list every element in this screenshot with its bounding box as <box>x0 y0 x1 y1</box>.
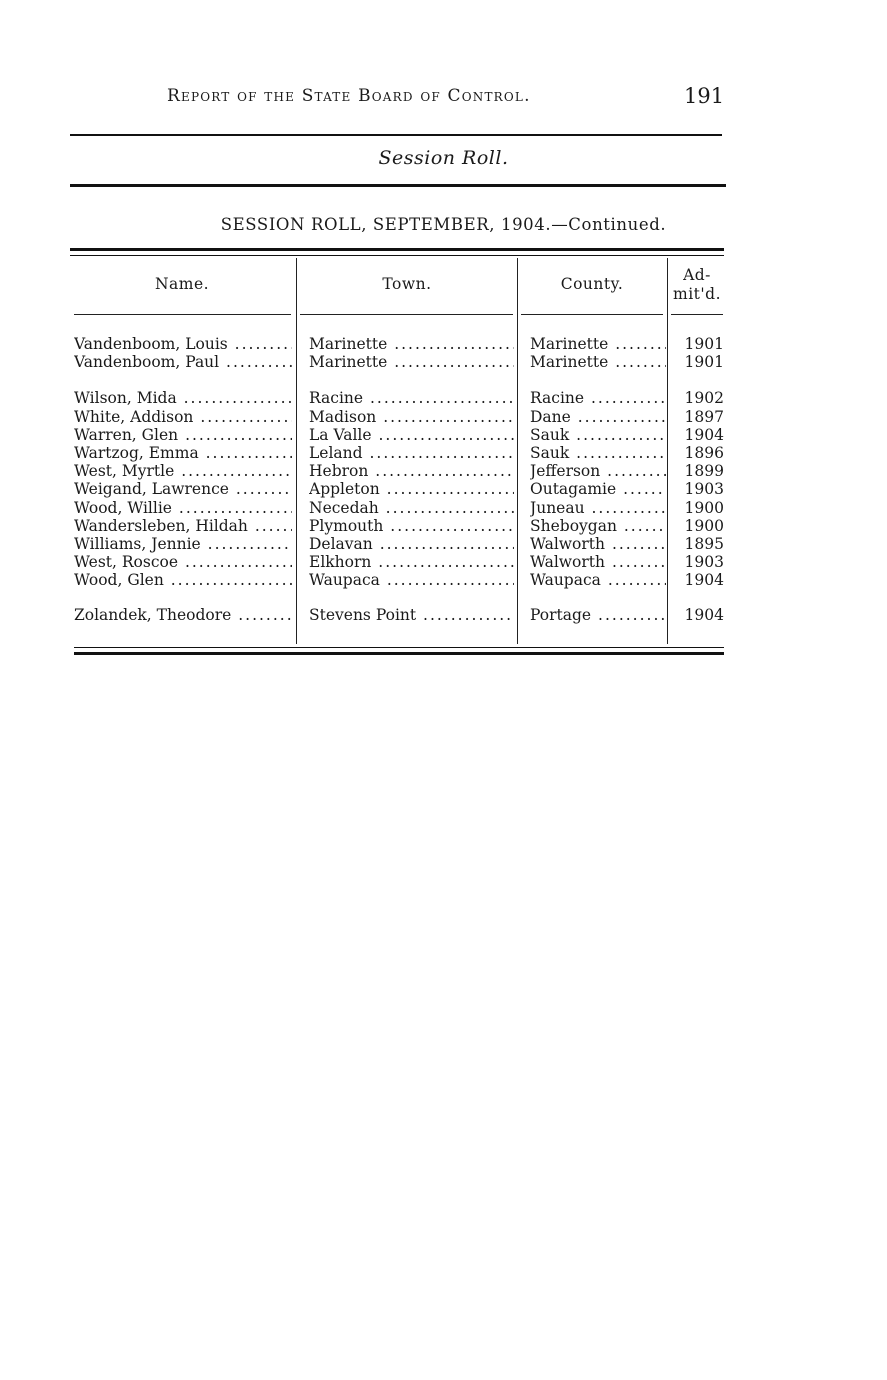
cell-year: 1903 <box>684 480 724 499</box>
cell-name: Wood, Willie ..... <box>74 499 292 517</box>
cell-town: Marinette ..... <box>309 353 514 371</box>
cell-name: Wilson, Mida ..... <box>74 389 292 407</box>
cell-county: Marinette ..... <box>530 335 666 353</box>
cell-year: 1895 <box>684 534 724 553</box>
cell-name: Wartzog, Emma ..... <box>74 444 292 462</box>
header-underline <box>300 314 513 315</box>
column-header-admitted <box>669 266 725 304</box>
cell-name: White, Addison ..... <box>74 408 292 426</box>
cell-name: Warren, Glen ..... <box>74 426 292 444</box>
cell-county: Dane ..... <box>530 408 666 426</box>
column-header-admitted-line1: Ad- <box>683 266 711 284</box>
cell-town: Hebron ..... <box>309 462 514 480</box>
header-underline <box>74 314 291 315</box>
column-header-county: County. <box>560 275 624 293</box>
cell-town: Delavan ..... <box>309 535 514 553</box>
table-row <box>72 480 732 498</box>
cell-year: 1901 <box>684 353 724 372</box>
cell-year: 1897 <box>684 407 724 426</box>
table-row <box>72 553 732 571</box>
table-row <box>72 535 732 553</box>
cell-year: 1896 <box>684 443 724 462</box>
cell-county: Racine ..... <box>530 389 666 407</box>
table-bottom-rule-thin <box>74 647 724 648</box>
table-row <box>72 389 732 407</box>
table-row <box>72 353 732 371</box>
table-title: SESSION ROLL, SEPTEMBER, 1904.—Continued. <box>220 215 667 234</box>
column-header-name: Name. <box>154 275 210 293</box>
table-body <box>72 335 732 625</box>
cell-year: 1901 <box>684 335 724 353</box>
cell-town: Necedah ..... <box>309 499 514 517</box>
cell-county: Marinette ..... <box>530 353 666 371</box>
table-row <box>72 426 732 444</box>
cell-county: Portage ..... <box>530 606 666 624</box>
cell-year: 1904 <box>684 606 724 625</box>
page-number: 191 <box>684 84 725 108</box>
cell-name: West, Roscoe ..... <box>74 553 292 571</box>
cell-name: West, Myrtle ..... <box>74 462 292 480</box>
cell-year: 1902 <box>684 389 724 408</box>
header-underline <box>521 314 663 315</box>
cell-town: Stevens Point ..... <box>309 606 514 624</box>
cell-year: 1903 <box>684 553 724 572</box>
cell-year: 1904 <box>684 571 724 590</box>
cell-name: Wood, Glen ..... <box>74 571 292 589</box>
table-top-rule <box>70 248 724 251</box>
cell-name: Vandenboom, Paul ..... <box>74 353 292 371</box>
cell-name: Zolandek, Theodore ..... <box>74 606 292 624</box>
column-header-town: Town. <box>382 275 432 293</box>
cell-name: Wandersleben, Hildah ..... <box>74 517 292 535</box>
cell-year: 1904 <box>684 425 724 444</box>
cell-town: Plymouth ..... <box>309 517 514 535</box>
cell-town: Appleton ..... <box>309 480 514 498</box>
table-row <box>72 606 732 624</box>
cell-name: Weigand, Lawrence ..... <box>74 480 292 498</box>
header-underline <box>671 314 723 315</box>
table-row <box>72 444 732 462</box>
table-row <box>72 517 732 535</box>
cell-year: 1899 <box>684 462 724 481</box>
cell-county: Sheboygan ..... <box>530 517 666 535</box>
cell-county: Outagamie ..... <box>530 480 666 498</box>
cell-name: Williams, Jennie ..... <box>74 535 292 553</box>
cell-year: 1900 <box>684 516 724 535</box>
cell-town: Waupaca ..... <box>309 571 514 589</box>
table-top-rule-thin <box>70 255 724 256</box>
column-header-admitted-line2: mit'd. <box>673 285 721 303</box>
cell-town: Elkhorn ..... <box>309 553 514 571</box>
cell-county: Waupaca ..... <box>530 571 666 589</box>
cell-county: Juneau ..... <box>530 499 666 517</box>
table-row <box>72 462 732 480</box>
section-rule <box>70 184 726 187</box>
cell-town: Marinette ..... <box>309 335 514 353</box>
cell-year: 1900 <box>684 498 724 517</box>
cell-county: Jefferson ..... <box>530 462 666 480</box>
table-row <box>72 499 732 517</box>
section-title: Session Roll. <box>378 147 509 169</box>
table-row <box>72 571 732 589</box>
running-title: Report of the State Board of Control. <box>167 86 531 106</box>
table-row <box>72 408 732 426</box>
cell-county: Walworth ..... <box>530 553 666 571</box>
table-bottom-rule <box>74 652 724 655</box>
cell-county: Sauk ..... <box>530 444 666 462</box>
cell-town: Madison ..... <box>309 408 514 426</box>
cell-county: Sauk ..... <box>530 426 666 444</box>
table-row <box>72 335 732 353</box>
cell-town: Leland ..... <box>309 444 514 462</box>
cell-town: Racine ..... <box>309 389 514 407</box>
cell-town: La Valle ..... <box>309 426 514 444</box>
cell-name: Vandenboom, Louis ..... <box>74 335 292 353</box>
cell-county: Walworth ..... <box>530 535 666 553</box>
header-rule <box>70 134 722 136</box>
